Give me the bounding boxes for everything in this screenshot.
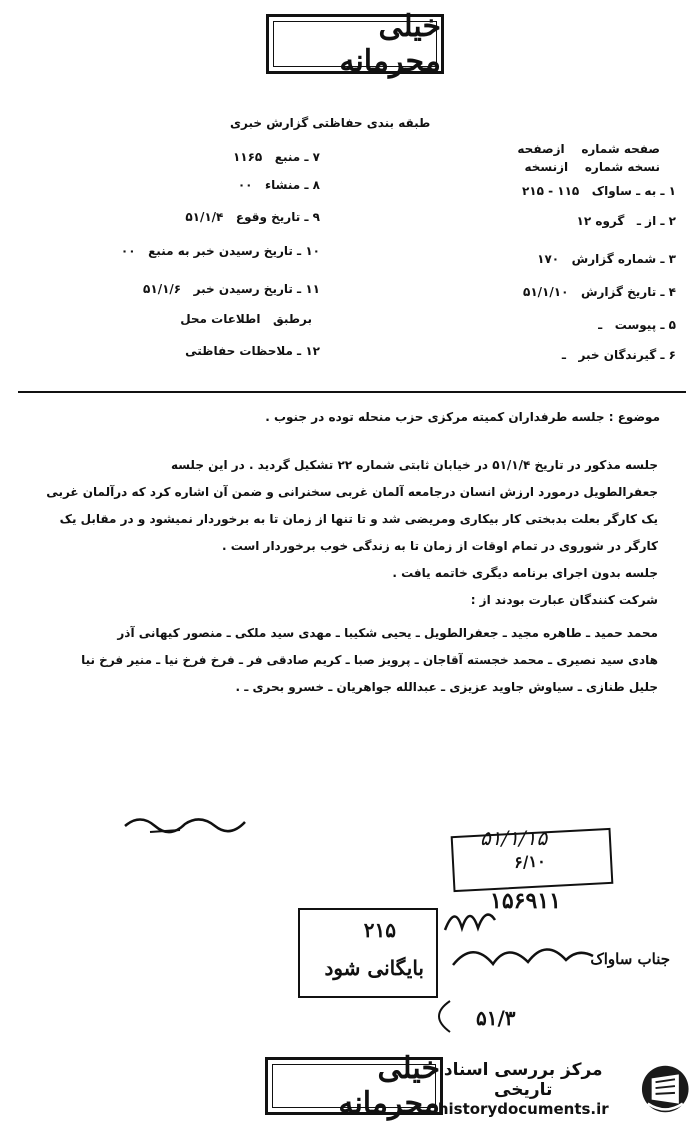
participants-line: هادی سید نصیری ـ محمد خجسته آقاجان ـ پرویز صبا ـ کریم صادقی فر ـ فرخ فرخ نیا ـ منیر فرخ نیا: [81, 653, 658, 667]
handwritten-signature: ۵۱/۳: [476, 1006, 516, 1030]
archive-logo-icon: [640, 1060, 691, 1118]
field-to: ۱ ـ به ـ ساواک ۱۱۵ - ۲۱۵: [521, 184, 676, 198]
watermark-org-name: مرکز بررسی اسناد تاریخی: [443, 1060, 603, 1100]
field-report-date: ۴ ـ تاریخ گزارش ۵۱/۱/۱۰: [523, 285, 676, 299]
field-report-number: ۳ ـ شماره گزارش ۱۷۰: [537, 252, 676, 266]
classification-heading: طبقه بندی حفاظتی گزارش خبری: [230, 116, 431, 130]
body-line: جلسه مذکور در تاریخ ۵۱/۱/۴ در خیابان ثابتی شماره ۲۲ تشکیل گردید . در این جلسه: [170, 458, 658, 472]
field-copy-number: نسخه شماره ازنسخه: [524, 160, 660, 174]
participants-line: محمد حمید ـ طاهره مجید ـ جعفرالطویل ـ یحیی شکیبا ـ مهدی سید ملکی ـ منصور کیهانی آذر: [117, 626, 658, 640]
handwritten-number: ۱۵۶۹۱۱: [490, 888, 561, 914]
field-source: ۷ ـ منبع ۱۱۶۵: [232, 150, 320, 164]
classification-stamp-top: خیلی محرمانه: [266, 14, 444, 74]
field-attachment: ۵ ـ پیوست ـ: [598, 318, 676, 332]
participants-line: جلیل طنازی ـ سیاوش جاوید عزیزی ـ عبدالله جواهریان ـ خسرو بحری ـ .: [235, 680, 658, 694]
body-line: جلسه بدون اجرای برنامه دیگری خاتمه یافت .: [392, 566, 658, 580]
archive-stamp: [298, 908, 438, 998]
field-received-date: ۱۱ ـ تاریخ رسیدن خبر ۵۱/۱/۶: [143, 282, 320, 296]
field-page-number: صفحه شماره ازصفحه: [517, 142, 660, 156]
field-event-date: ۹ ـ تاریخ وقوع ۵۱/۱/۴: [185, 210, 320, 224]
field-per-info: برطبق اطلاعات محل: [180, 312, 312, 326]
body-line: کارگر در شوروی در تمام اوقات از زمان تا به زندگی خوب برخوردار است .: [222, 539, 658, 553]
field-from: ۲ ـ از ـ گروه ۱۲: [576, 214, 676, 228]
classification-stamp-bottom: خیلی محرمانه: [265, 1057, 443, 1115]
body-line: جعفرالطویل درمورد ارزش انسان درجامعه آلمان غربی سخنرانی و ضمن آن اشاره کرد که درآلمان غربی: [46, 485, 658, 499]
watermark-url: historydocuments.ir: [437, 1100, 609, 1118]
archive-watermark: [415, 1058, 690, 1120]
receipt-stamp: [451, 828, 614, 892]
field-recipients: ۶ ـ گیرندگان خبر ـ: [561, 348, 676, 362]
archive-box-text: بایگانی شود: [324, 956, 424, 980]
handwritten-scribble-left: [120, 808, 250, 838]
report-body: [38, 452, 658, 701]
handwritten-scribble-right: [448, 930, 598, 980]
divider-line: [18, 391, 686, 393]
body-line: یک کارگر بعلت بدبختی کار بیکاری ومریضی شد و تا تنها از زمان تا به برخوردار نمیشود و در مقابل یک: [59, 512, 658, 526]
field-security-notes: ۱۲ ـ ملاحظات حفاظتی: [185, 344, 320, 358]
archive-box-number: ۲۱۵: [363, 918, 396, 942]
handwritten-curve: [420, 996, 460, 1036]
watermark-text: [415, 1060, 632, 1118]
field-origin: ۸ ـ منشاء ۰۰: [237, 178, 320, 192]
body-line: شرکت کنندگان عبارت بودند از :: [470, 593, 658, 607]
subject-line: موضوع : جلسه طرفداران کمیته مرکزی حزب منحله توده در جنوب .: [265, 410, 660, 424]
field-source-received-date: ۱۰ ـ تاریخ رسیدن خبر به منبع ۰۰: [120, 244, 320, 258]
handwritten-date: ۵۱/۱/۱۵: [480, 826, 548, 850]
receipt-stamp-ref: ۶/۱۰: [513, 851, 547, 872]
handwritten-note: جناب ساواک: [590, 950, 670, 968]
